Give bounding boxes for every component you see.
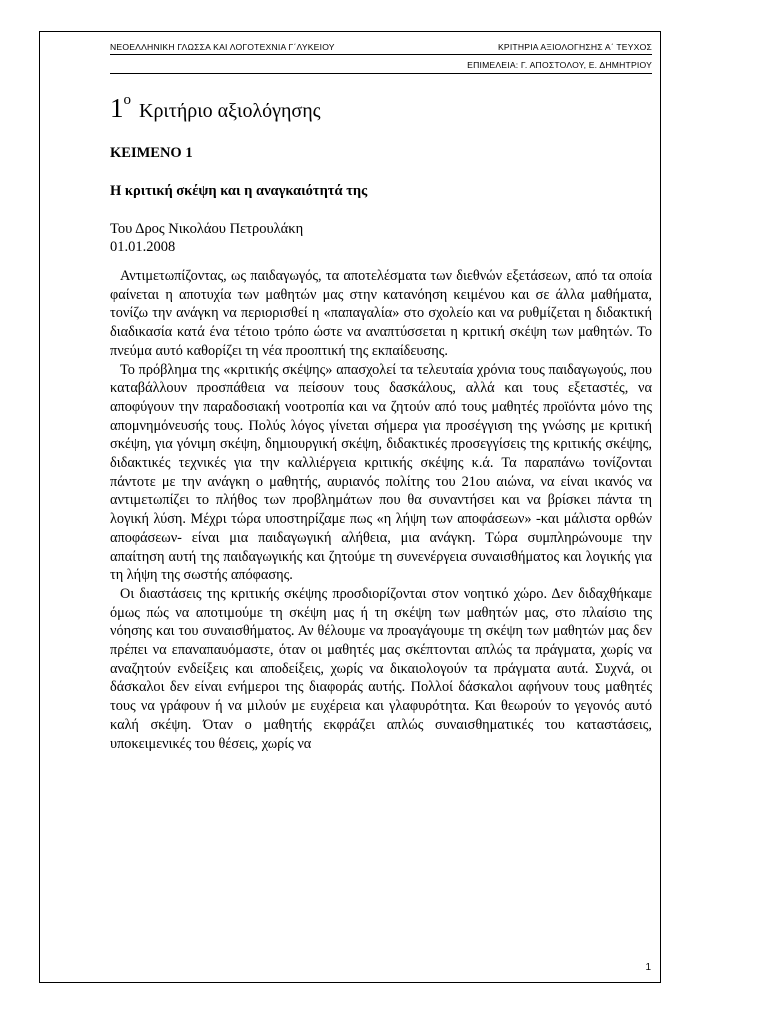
article-title: Η κριτική σκέψη και η αναγκαιότητά της <box>110 183 368 199</box>
title-text: Κριτήριο αξιολόγησης <box>139 100 321 122</box>
paragraph: Αντιμετωπίζοντας, ως παιδαγωγός, τα αποτελέσματα των διεθνών εξετάσεων, από τα οποία φαίνεται η αποτυχία των μαθητών μας στην κατανόηση κειμένου και σε άλλα μαθήματα, τονίζω την ανάγκη να περιορισθεί η «παπαγαλία» στο σχολείο και να ρυθμίζεται η διδακτική διαδικασία κατά ένα τέτοιο τρόπο ώστε να αναπτύσσεται η κριτική σκέψη των μαθητών. Το πνεύμα αυτό καθορίζει τη νέα προοπτική της εκπαίδευσης. <box>110 268 652 359</box>
title-superscript: ο <box>123 92 131 108</box>
paragraph: Το πρόβλημα της «κριτικής σκέψης» απασχολεί τα τελευταία χρόνια τους παιδαγωγούς, που καταβάλλουν προσπάθεια να πείσουν τους δασκάλους, αλλά και τους εξεταστές, να αποφύγουν την παραδοσιακή νοοτροπία και να ζητούν από τους μαθητές προϊόντα μόνο της απομνημόνευσής τους. Πολύς λόγος γίνεται σήμερα για προσέγγιση της γνώσης με κριτική σκέψη, για γόνιμη σκέψη, δημιουργική σκέψη, διδακτικές προσεγγίσεις της κριτικής σκέψης, διδακτικές τεχνικές για την καλλιέργεια κριτικής σκέψης κ.ά. Τα παραπάνω τονίζονται πάντοτε με την ανάγκη ο μαθητής, αυριανός πολίτης του 21ου αιώνα, να είναι ικανός να αντιμετωπίζει το πλήθος των προβλημάτων που θα συναντήσει και να βρίσκει πάντα τη λογική λύση. Μέχρι τώρα υποστηρίζαμε πως «η λήψη των αποφάσεων» -και μάλιστα ορθών αποφάσεων- είναι μια παιδαγωγική αλήθεια, μια ανάγκη. Τώρα συμπληρώνουμε την απαίτηση αυτή της παιδαγωγικής και ζητούμε τη συνενέργεια συναισθήματος και λογικής για τη λήψη της σωστής απόφασης. <box>110 361 652 584</box>
section-label: ΚΕΙΜΕΝΟ 1 <box>110 145 193 161</box>
article-date: 01.01.2008 <box>110 239 176 255</box>
page-title <box>110 92 321 124</box>
paragraph: Οι διαστάσεις της κριτικής σκέψης προσδιορίζονται στον νοητικό χώρο. Δεν διδαχθήκαμε όμως πώς να αποτιμούμε τη σκέψη μας ή τη σκέψη των μαθητών μας, στο πλαίσιο της νόησης και του συναισθήματος. Αν θέλουμε να προαγάγουμε τη σκέψη των μαθητών μας δεν πρέπει να επαναπαυόμαστε, όταν οι μαθητές μας σκέπτονται απλώς τα πράγματα, χωρίς να αναζητούν ενδείξεις και αποδείξεις, χωρίς να δικαιολογούν τα πράγματα αυτά. Συχνά, οι δάσκαλοι δεν είναι ενήμεροι της διαφοράς αυτής. Πολλοί δάσκαλοι αφήνουν τους μαθητές τους να γράφουν ή να μιλούν με ευχέρεια και γλαφυρότητα. Και θεωρούν το γεγονός αυτό καλή σκέψη. Όταν ο μαθητής εκφράζει απλώς συναισθηματικές του καταστάσεις, υποκειμενικές του θέσεις, χωρίς να <box>110 585 652 752</box>
article-body <box>110 267 652 753</box>
header-editors: ΕΠΙΜΕΛΕΙΑ: Γ. ΑΠΟΣΤΟΛΟΥ, Ε. ΔΗΜΗΤΡΙΟΥ <box>467 60 652 70</box>
article-author: Του Δρος Νικολάου Πετρουλάκη <box>110 221 304 237</box>
page-number: 1 <box>645 962 651 973</box>
title-number: 1 <box>110 93 124 123</box>
header-course-title: ΝΕΟΕΛΛΗΝΙΚΗ ΓΛΩΣΣΑ ΚΑΙ ΛΟΓΟΤΕΧΝΙΑ Γ΄ΛΥΚΕΙΟΥ <box>110 42 335 52</box>
header-volume-title: ΚΡΙΤΗΡΙΑ ΑΞΙΟΛΟΓΗΣΗΣ Α΄ ΤΕΥΧΟΣ <box>497 42 652 52</box>
header-divider-bottom <box>110 73 652 74</box>
header-divider <box>110 54 652 55</box>
